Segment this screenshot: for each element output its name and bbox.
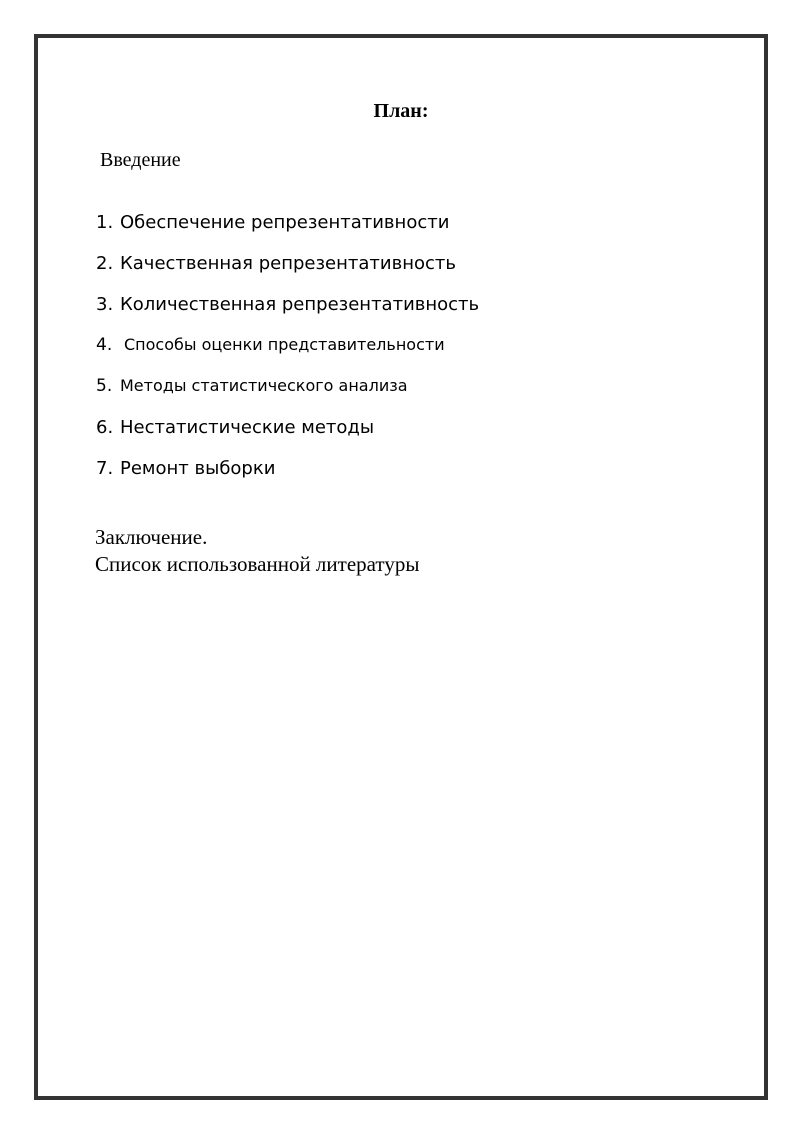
toc-item-number: 4. xyxy=(96,335,113,355)
toc-item-number: 7. xyxy=(96,458,114,479)
intro-heading: Введение xyxy=(100,149,181,171)
toc-item-label: Нестатистические методы xyxy=(120,417,375,438)
page-title: План: xyxy=(373,100,429,122)
document-page xyxy=(34,34,768,1100)
toc-item-number: 6. xyxy=(96,417,114,438)
toc-item-label: Качественная репрезентативность xyxy=(120,253,456,274)
toc-item xyxy=(96,294,479,315)
toc-item-label: Количественная репрезентативность xyxy=(120,294,480,315)
toc-item-label: Обеспечение репрезентативности xyxy=(120,212,450,233)
toc-item xyxy=(96,212,449,233)
toc-item-number: 1. xyxy=(96,212,114,233)
toc-item-number: 2. xyxy=(96,253,114,274)
toc-item xyxy=(96,417,374,438)
closing-sections xyxy=(95,524,419,578)
toc-item-number: 5. xyxy=(96,376,113,396)
toc-item-label: Ремонт выборки xyxy=(120,458,276,479)
toc-item xyxy=(96,376,408,396)
toc-item xyxy=(96,458,275,479)
conclusion-heading: Заключение. xyxy=(95,525,208,549)
toc-item-label: Методы статистического анализа xyxy=(120,376,408,395)
toc-item-label: Способы оценки представительности xyxy=(124,335,445,354)
toc-item xyxy=(96,335,445,355)
toc-item-number: 3. xyxy=(96,294,114,315)
bibliography-heading: Список использованной литературы xyxy=(95,552,420,576)
toc-item xyxy=(96,253,456,274)
